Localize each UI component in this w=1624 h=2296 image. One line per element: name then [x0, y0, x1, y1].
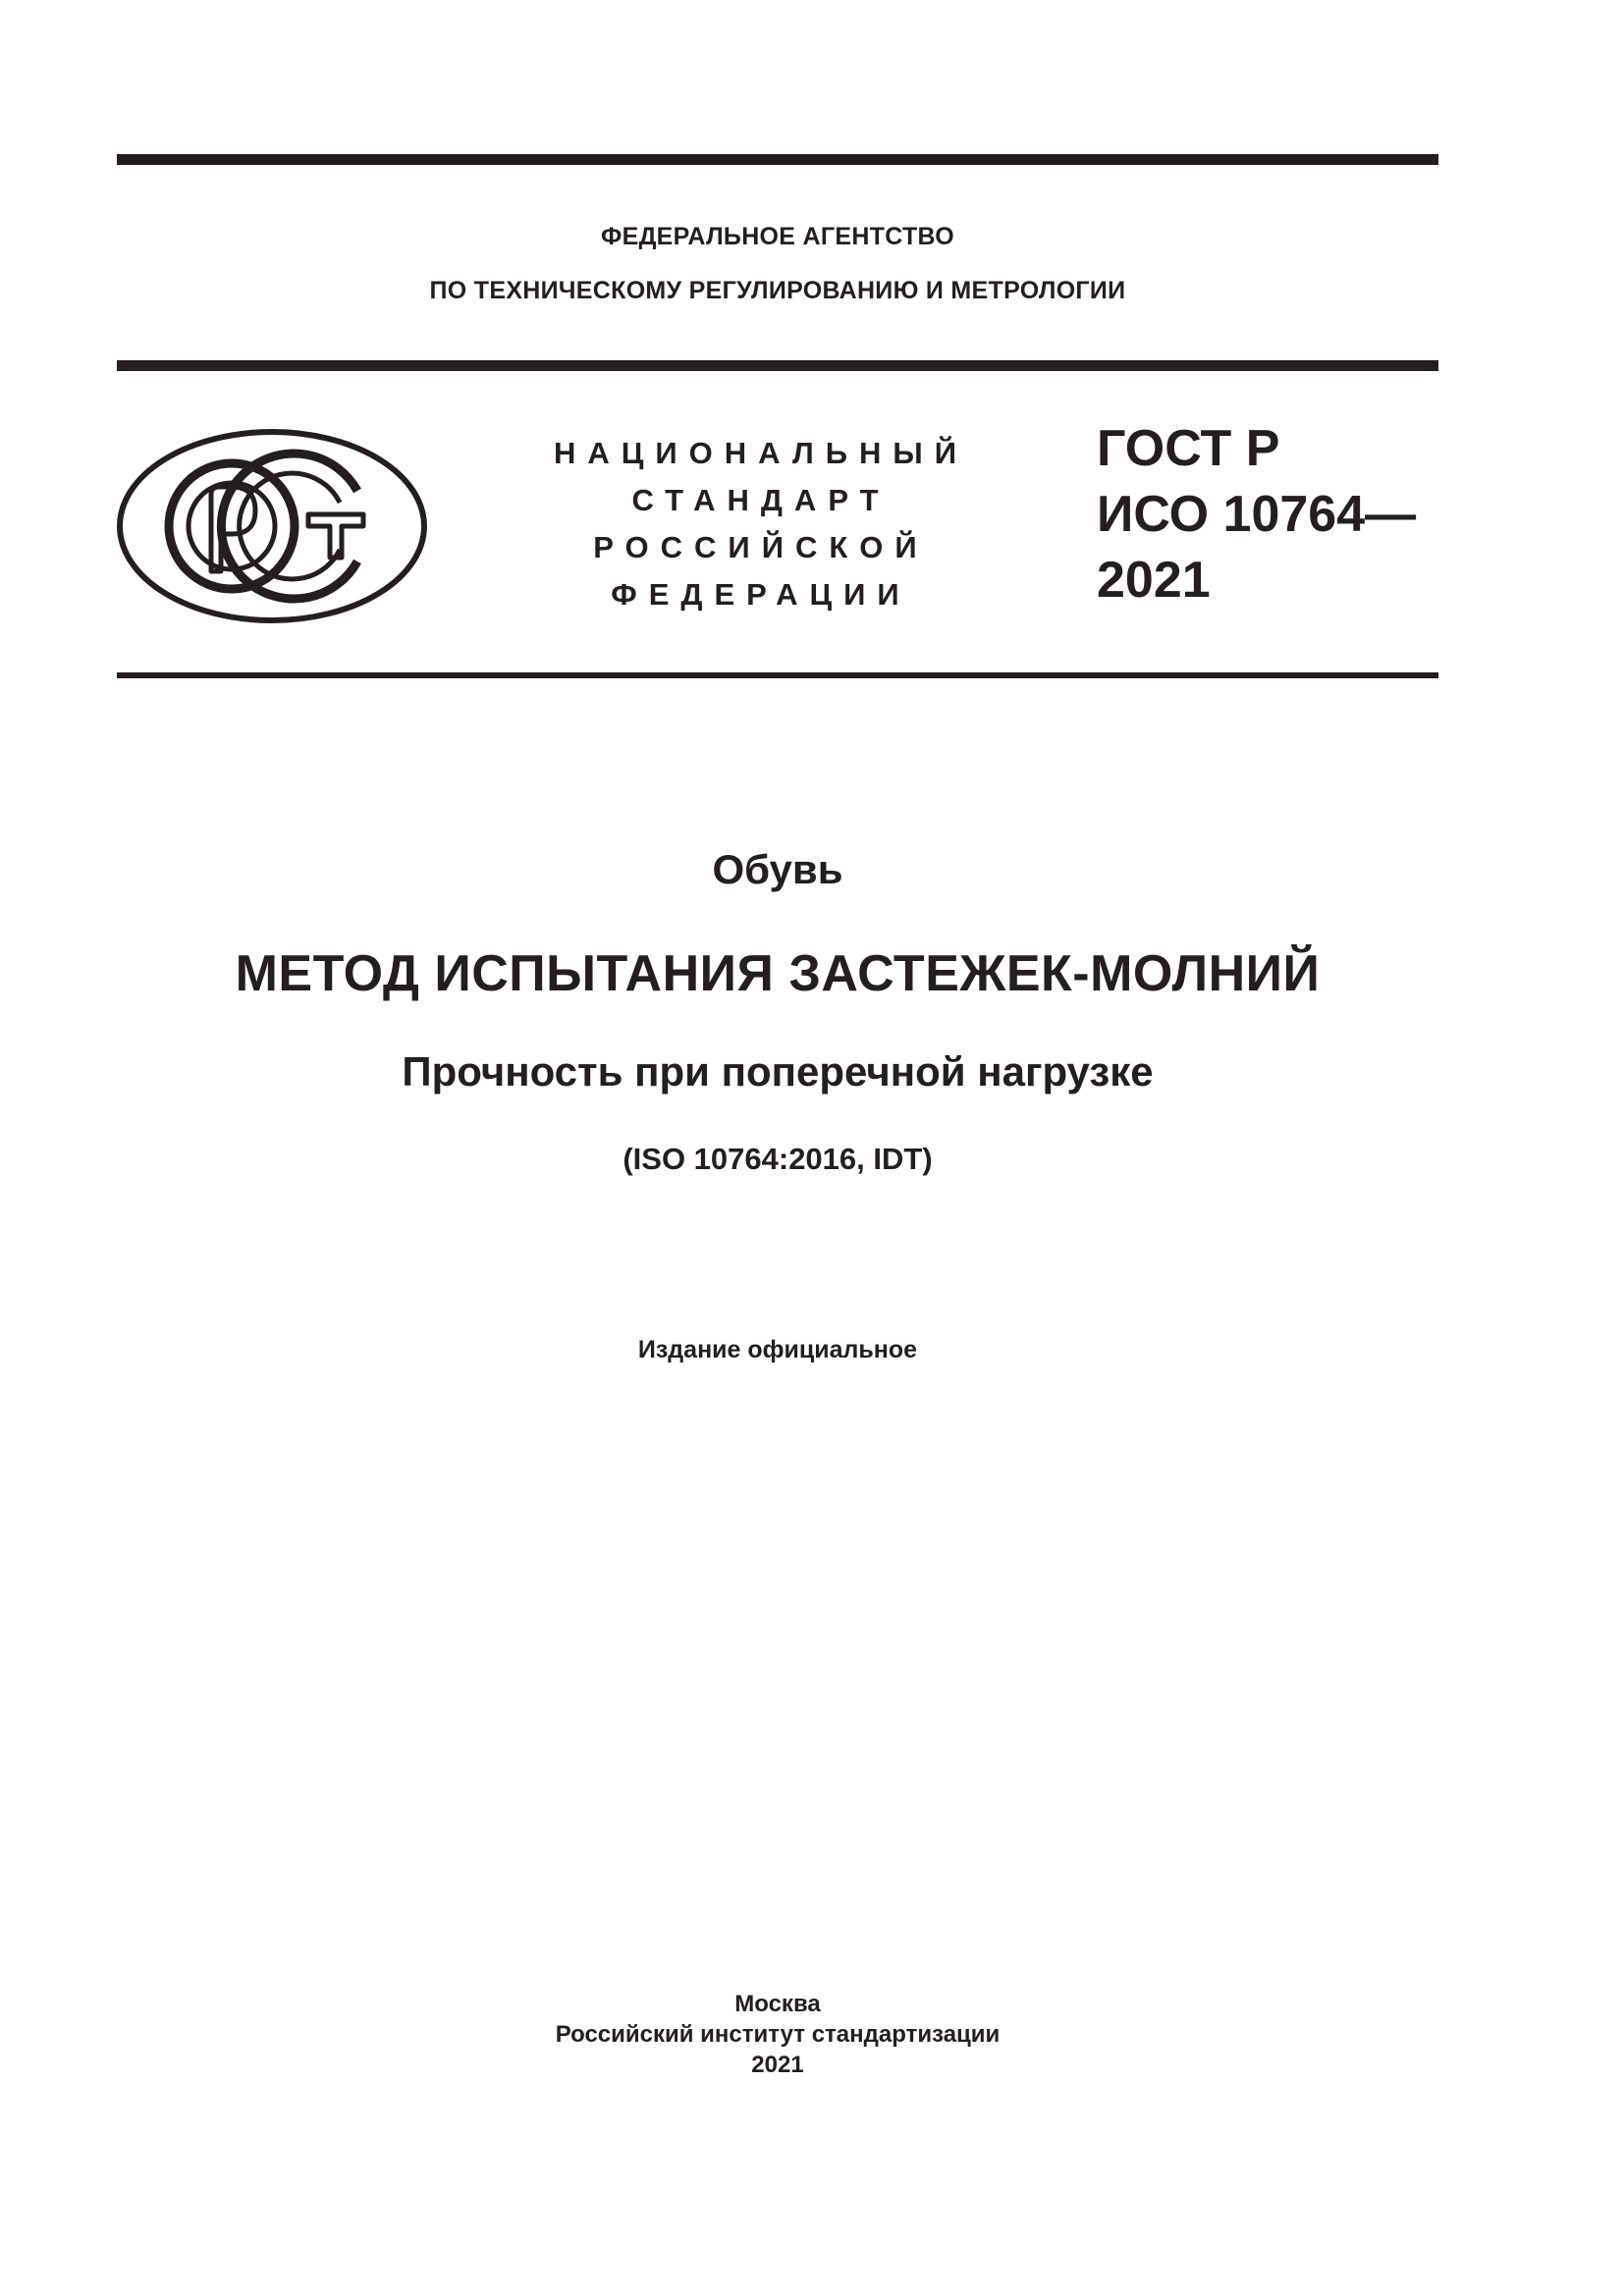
- method-title: МЕТОД ИСПЫТАНИЯ ЗАСТЕЖЕК-МОЛНИЙ: [235, 945, 1321, 1002]
- national-standard-line: ФЕДЕРАЦИИ: [611, 577, 911, 612]
- agency-name-line-2: ПО ТЕХНИЧЕСКОМУ РЕГУЛИРОВАНИЮ И МЕТРОЛОГИИ: [429, 277, 1126, 304]
- iso-reference: (ISO 10764:2016, IDT): [623, 1142, 933, 1176]
- designation-line: 2021: [1097, 552, 1211, 609]
- subtitle: Прочность при поперечной нагрузке: [402, 1048, 1154, 1095]
- designation-line: ИСО 10764—: [1097, 486, 1417, 543]
- agency-name-line-1: ФЕДЕРАЛЬНОЕ АГЕНТСТВО: [600, 223, 955, 250]
- national-standard-line: НАЦИОНАЛЬНЫЙ: [553, 436, 969, 470]
- rst-certification-mark-icon: [116, 428, 428, 624]
- product-title: Обувь: [712, 846, 843, 892]
- national-standard-line: СТАНДАРТ: [631, 483, 891, 517]
- imprint-year: 2021: [751, 2052, 804, 2078]
- designation-line: ГОСТ Р: [1097, 420, 1280, 477]
- national-standard-line: РОССИЙСКОЙ: [593, 530, 929, 564]
- bottom-rule: [117, 672, 1438, 678]
- national-standard-heading: [530, 430, 992, 618]
- top-rule: [117, 154, 1438, 165]
- edition-note: Издание официальное: [637, 1336, 918, 1363]
- imprint: [117, 1989, 1438, 2080]
- imprint-city: Москва: [734, 1991, 821, 2017]
- imprint-publisher: Российский институт стандартизации: [555, 2021, 1001, 2048]
- middle-rule: [117, 360, 1438, 371]
- standard-designation: [1097, 416, 1450, 614]
